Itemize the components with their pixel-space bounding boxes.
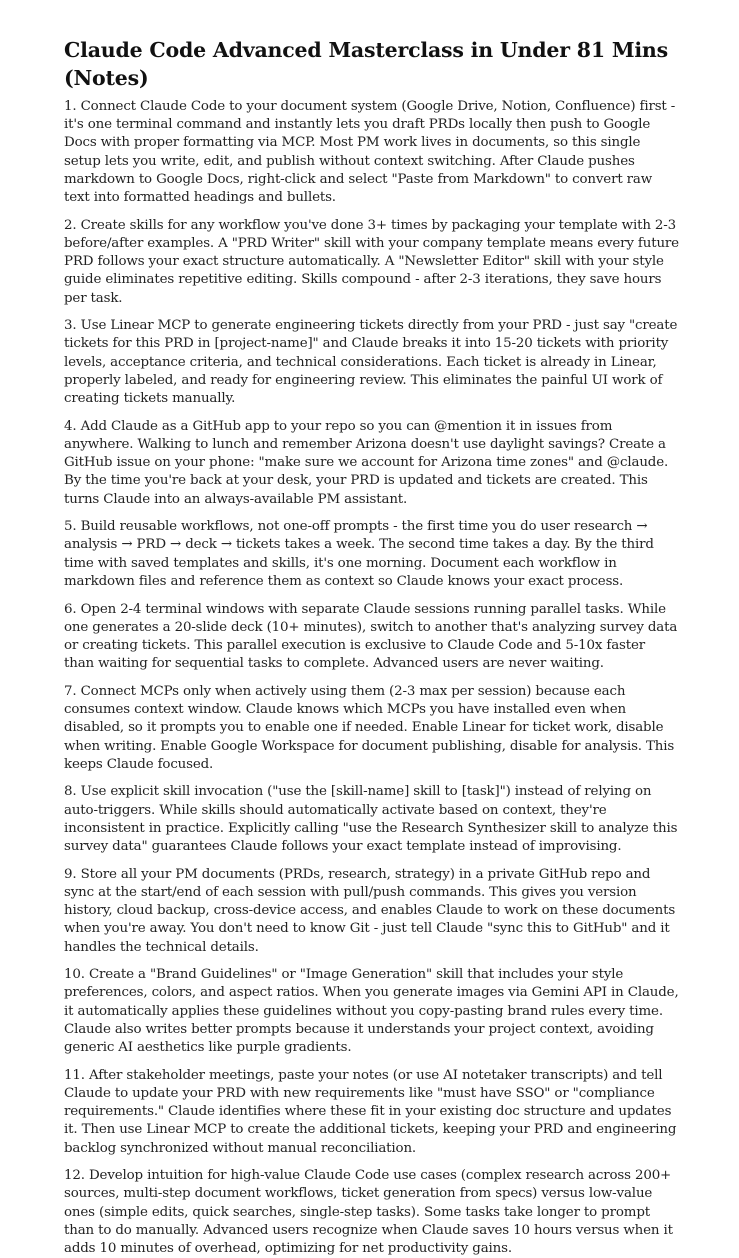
note-item-2: 2. Create skills for any workflow you've done 3+ times by packaging your template with 2-3 before/after examples. A "PRD Writer" skill with your company template means every future PRD follows your exact structure automatically. A "Newsletter Editor" skill with your style guide eliminates repetitive editing. Skills compound - after 2-3 iterations, they save hours per task. — [64, 217, 679, 306]
note-item-11: 11. After stakeholder meetings, paste your notes (or use AI notetaker transcripts) and tell Claude to update your PRD with new requirements like "must have SSO" or "compliance requirements." Claude identifies where these fit in your existing doc structure and updates it. Then use Linear MCP to create the additional tickets, keeping your PRD and engineering backlog synchronized without manual reconciliation. — [64, 1067, 677, 1156]
note-item-7: 7. Connect MCPs only when actively using them (2-3 max per session) because each consumes context window. Claude knows which MCPs you have installed even when disabled, so it prompts you to enable one if needed. Enable Linear for ticket work, disable when writing. Enable Google Workspace for document publishing, disable for analysis. This keeps Claude focused. — [64, 683, 675, 772]
note-item-5: 5. Build reusable workflows, not one-off prompts - the first time you do user research → analysis → PRD → deck → tickets takes a week. The second time takes a day. By the third time with saved templates and skills, it's one morning. Document each workflow in markdown files and reference them as context so Claude knows your exact process. — [64, 519, 654, 589]
note-item-6: 6. Open 2-4 terminal windows with separate Claude sessions running parallel tasks. While one generates a 20-slide deck (10+ minutes), switch to another that's analyzing survey data or creating tickets. This parallel execution is exclusive to Claude Code and 5-10x faster than waiting for sequential tasks to complete. Advanced users are never waiting. — [64, 601, 678, 672]
note-item-12: 12. Develop intuition for high-value Claude Code use cases (complex research across 200+ sources, multi-step document workflows, ticket generation from specs) versus low-value ones (simple edits, quick searches, single-step tasks). Some tasks take longer to prompt than to do manually. Advanced users recognize when Claude saves 10 hours versus when it adds 10 minutes of overhead, optimizing for net productivity gains. — [64, 1168, 673, 1257]
note-item-3: 3. Use Linear MCP to generate engineering tickets directly from your PRD - just say "create tickets for this PRD in [project-name]" and Claude breaks it into 15-20 tickets with priority levels, acceptance criteria, and technical considerations. Each ticket is already in Linear, properly labeled, and ready for engineering review. This eliminates the painful UI work of creating tickets manually. — [64, 318, 678, 407]
note-item-1: 1. Connect Claude Code to your document system (Google Drive, Notion, Confluence) first - it's one terminal command and instantly lets you draft PRDs locally then push to Google Docs with proper formatting via MCP. Most PM work lives in documents, so this single setup lets you write, edit, and publish without context switching. After Claude pushes markdown to Google Docs, right-click and select "Paste from Markdown" to convert raw text into formatted headings and bullets. — [64, 99, 676, 206]
page-title: Claude Code Advanced Masterclass in Under 81 Mins (Notes) — [64, 38, 668, 90]
note-item-4: 4. Add Claude as a GitHub app to your repo so you can @mention it in issues from anywhere. Walking to lunch and remember Arizona doesn't use daylight savings? Create a GitHub issue on your phone: "make sure we account for Arizona time zones" and @claude. By the time you're back at your desk, your PRD is updated and tickets are created. This turns Claude into an always-available PM assistant. — [64, 418, 669, 507]
note-item-8: 8. Use explicit skill invocation ("use the [skill-name] skill to [task]") instead of relying on auto-triggers. While skills should automatically activate based on context, they're inconsistent in practice. Explicitly calling "use the Research Synthesizer skill to analyze this survey data" guarantees Claude follows your exact template instead of improvising. — [64, 784, 678, 855]
note-item-10: 10. Create a "Brand Guidelines" or "Image Generation" skill that includes your style preferences, colors, and aspect ratios. When you generate images via Gemini API in Claude, it automatically applies these guidelines without you copy-pasting brand rules every time. Claude also writes better prompts because it understands your project context, avoiding generic AI aesthetics like purple gradients. — [64, 967, 679, 1056]
note-item-9: 9. Store all your PM documents (PRDs, research, strategy) in a private GitHub repo and sync at the start/end of each session with pull/push commands. This gives you version history, cloud backup, cross-device access, and enables Claude to work on these documents when you're away. You don't need to know Git - just tell Claude "sync this to GitHub" and it handles the technical details. — [64, 866, 676, 955]
notes-list — [64, 98, 679, 1258]
